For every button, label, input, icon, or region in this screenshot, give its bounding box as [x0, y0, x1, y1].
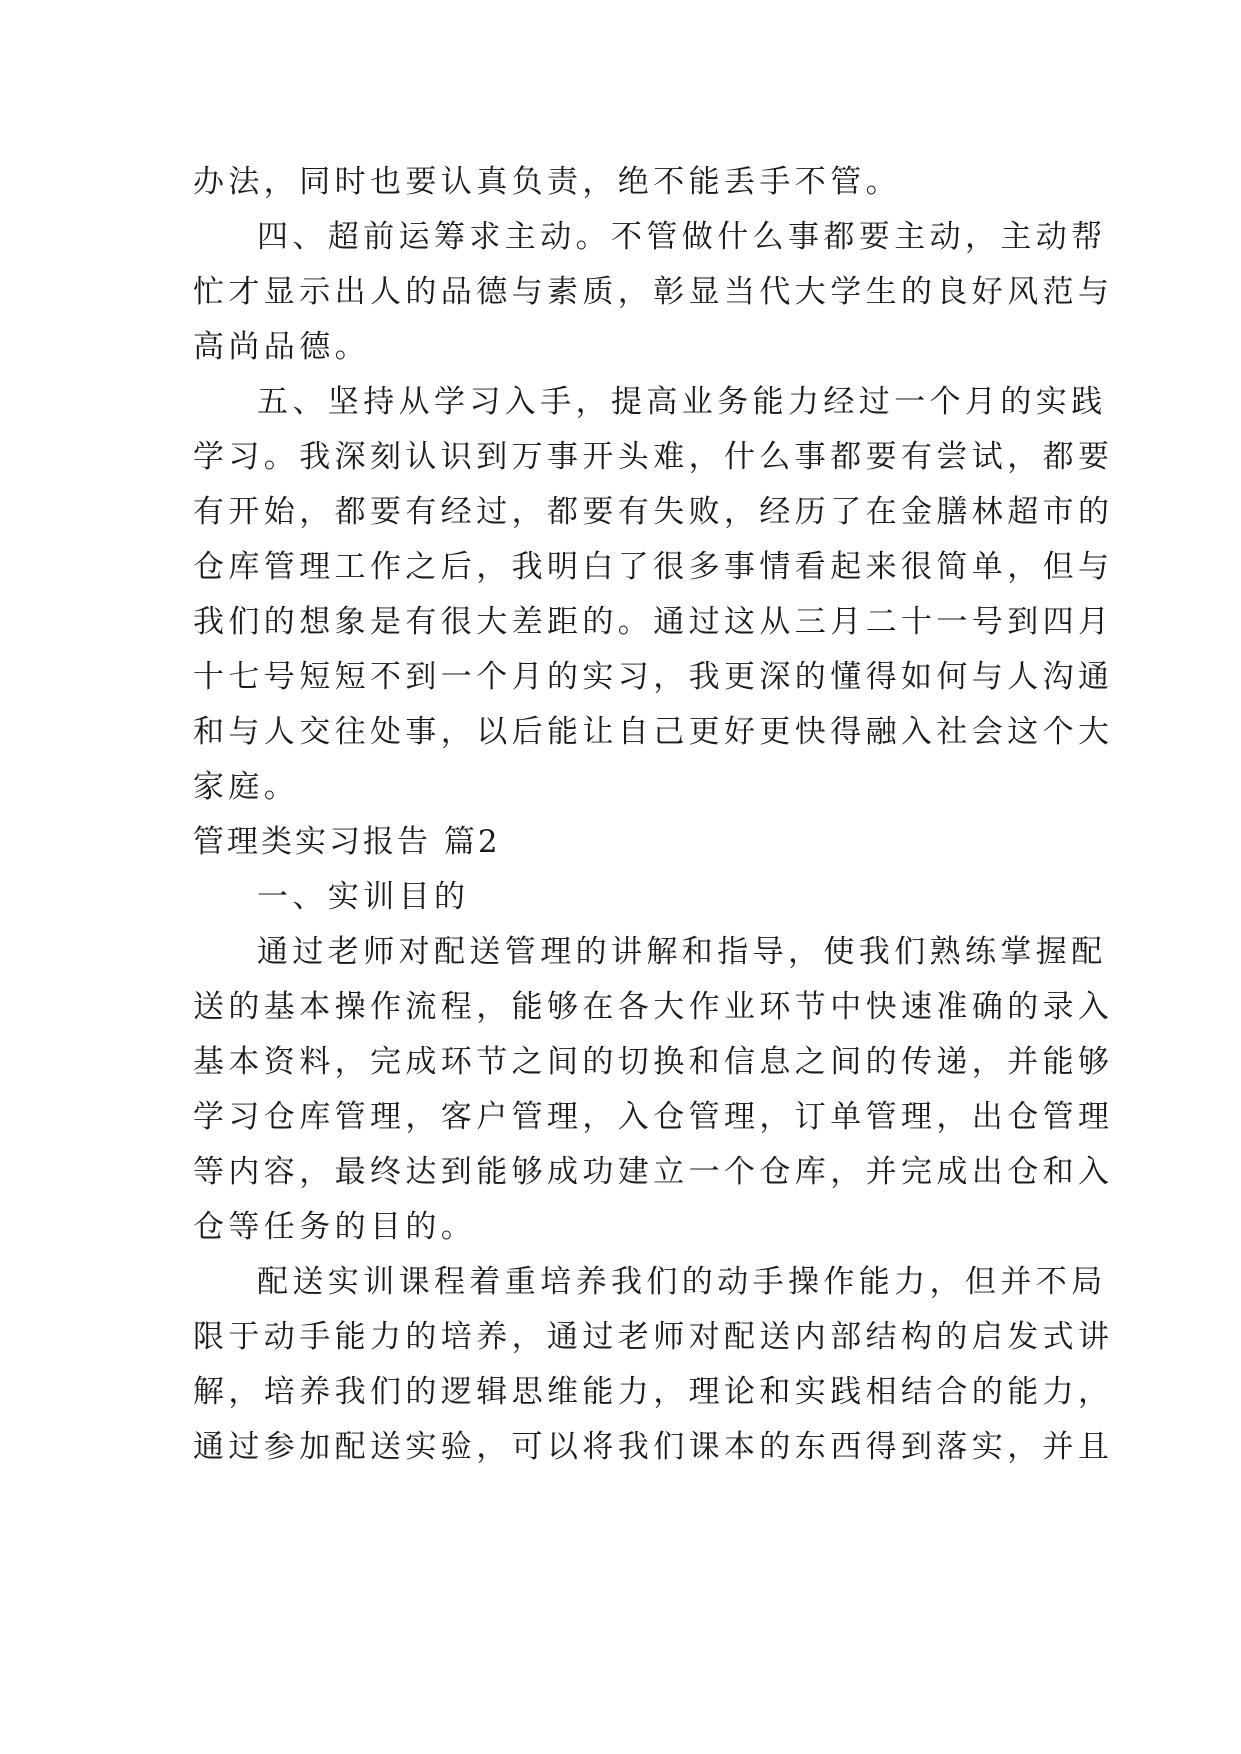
subsection-heading: 一、实训目的 [257, 879, 470, 915]
text-line: 学习仓库管理，客户管理，入仓管理，订单管理，出仓管理 [193, 1099, 1114, 1135]
text-line: 四、超前运筹求主动。不管做什么事都要主动，主动帮 [257, 219, 1107, 255]
text-line: 高尚品德。 [193, 329, 370, 365]
text-line: 仓库管理工作之后，我明白了很多事情看起来很简单，但与 [193, 549, 1114, 585]
text-line: 办法，同时也要认真负责，绝不能丢手不管。 [193, 164, 901, 200]
text-line: 配送实训课程着重培养我们的动手操作能力，但并不局 [257, 1264, 1107, 1300]
text-line: 忙才显示出人的品德与素质，彰显当代大学生的良好风范与 [193, 274, 1114, 310]
text-line: 基本资料，完成环节之间的切换和信息之间的传递，并能够 [193, 1044, 1114, 1080]
text-line: 有开始，都要有经过，都要有失败，经历了在金膳林超市的 [193, 494, 1114, 530]
text-line: 解，培养我们的逻辑思维能力，理论和实践相结合的能力， [193, 1374, 1114, 1410]
text-line: 通过参加配送实验，可以将我们课本的东西得到落实，并且 [193, 1429, 1114, 1465]
text-line: 家庭。 [193, 769, 300, 805]
text-line: 学习。我深刻认识到万事开头难，什么事都要有尝试，都要 [193, 439, 1114, 475]
text-line: 仓等任务的目的。 [193, 1209, 477, 1245]
text-line: 五、坚持从学习入手，提高业务能力经过一个月的实践 [257, 384, 1107, 420]
text-line: 限于动手能力的培养，通过老师对配送内部结构的启发式讲 [193, 1319, 1114, 1355]
text-line: 我们的想象是有很大差距的。通过这从三月二十一号到四月 [193, 604, 1114, 640]
text-line: 送的基本操作流程，能够在各大作业环节中快速准确的录入 [193, 989, 1114, 1025]
text-line: 等内容，最终达到能够成功建立一个仓库，并完成出仓和入 [193, 1154, 1114, 1190]
section-heading: 管理类实习报告 篇2 [193, 824, 501, 860]
text-line: 和与人交往处事，以后能让自己更好更快得融入社会这个大 [193, 714, 1114, 750]
text-line: 通过老师对配送管理的讲解和指导，使我们熟练掌握配 [257, 934, 1107, 970]
text-line: 十七号短短不到一个月的实习，我更深的懂得如何与人沟通 [193, 659, 1114, 695]
